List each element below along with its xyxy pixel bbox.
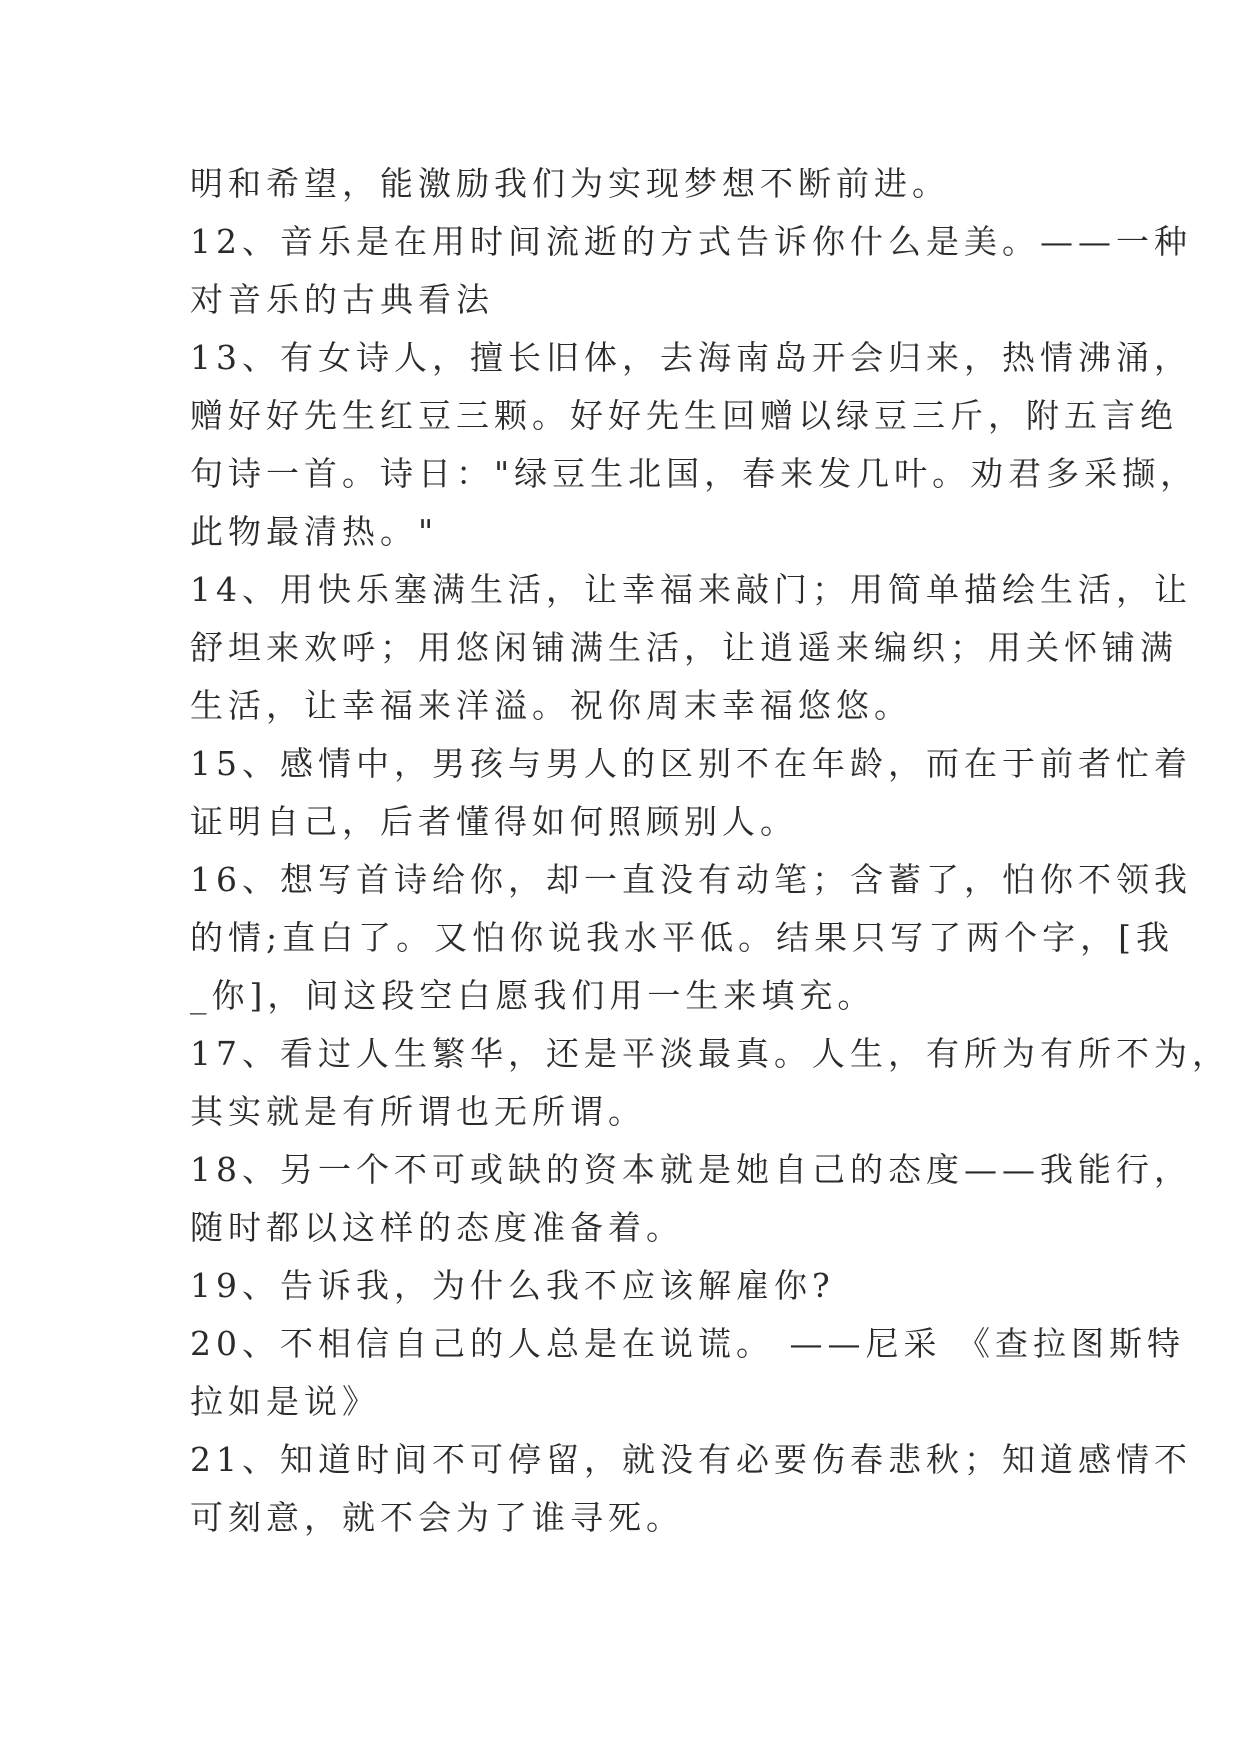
text-line: 16、想写首诗给你，却一直没有动笔；含蓄了，怕你不领我 xyxy=(190,860,1192,899)
text-line: 21、知道时间不可停留，就没有必要伤春悲秋；知道感情不 xyxy=(190,1440,1192,1479)
text-line: 18、另一个不可或缺的资本就是她自己的态度——我能行， xyxy=(190,1150,1192,1189)
text-line: 赠好好先生红豆三颗。好好先生回赠以绿豆三斤，附五言绝 xyxy=(190,396,1178,435)
text-line: 拉如是说》 xyxy=(190,1382,380,1421)
text-line: 对音乐的古典看法 xyxy=(190,280,494,319)
text-line: 此物最清热。" xyxy=(190,512,439,551)
body-text xyxy=(190,155,1230,1547)
text-line: 明和希望，能激励我们为实现梦想不断前进。 xyxy=(190,164,950,203)
text-line: 随时都以这样的态度准备着。 xyxy=(190,1208,684,1247)
text-line: 其实就是有所谓也无所谓。 xyxy=(190,1092,646,1131)
text-line: 句诗一首。诗日："绿豆生北国，春来发几叶。劝君多采撷， xyxy=(190,454,1199,493)
text-line: 舒坦来欢呼；用悠闲铺满生活，让逍遥来编织；用关怀铺满 xyxy=(190,628,1178,667)
text-line: 12、音乐是在用时间流逝的方式告诉你什么是美。——一种 xyxy=(190,222,1192,261)
text-line: 生活，让幸福来洋溢。祝你周末幸福悠悠。 xyxy=(190,686,912,725)
text-line: 17、看过人生繁华，还是平淡最真。人生，有所为有所不为， xyxy=(190,1034,1230,1073)
text-line: 证明自己，后者懂得如何照顾别人。 xyxy=(190,802,798,841)
text-line: 的情;直白了。又怕你说我水平低。结果只写了两个字，[我 xyxy=(190,918,1174,957)
text-line: 可刻意，就不会为了谁寻死。 xyxy=(190,1498,684,1537)
text-line: _你]，间这段空白愿我们用一生来填充。 xyxy=(190,976,876,1015)
text-line: 14、用快乐塞满生活，让幸福来敲门；用简单描绘生活，让 xyxy=(190,570,1192,609)
text-line: 15、感情中，男孩与男人的区别不在年龄，而在于前者忙着 xyxy=(190,744,1192,783)
text-line: 19、告诉我，为什么我不应该解雇你? xyxy=(190,1266,835,1305)
text-line: 13、有女诗人，擅长旧体，去海南岛开会归来，热情沸涌， xyxy=(190,338,1192,377)
text-line: 20、不相信自己的人总是在说谎。 ——尼采 《查拉图斯特 xyxy=(190,1324,1185,1363)
